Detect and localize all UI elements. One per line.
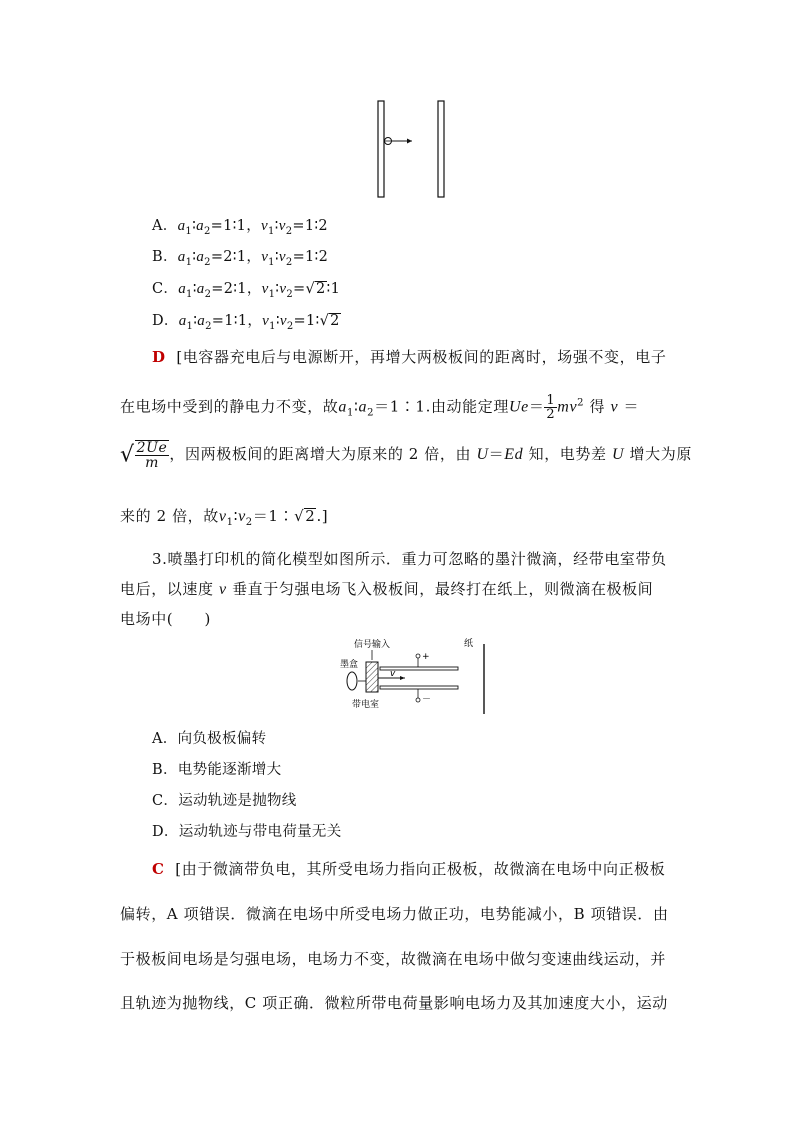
q2-explain-line-3: √ $\frac{2Ue}{m}$ ，因两极板间的距离增大为原来的 2 倍，由 U＝Ed 知，电势差 U 增大为原: [120, 440, 692, 471]
q2-explain-line-1: D [电容器充电后与电源断开，再增大两极板间的距离时，场强不变，电子: [152, 348, 667, 366]
minus-sign: －: [422, 695, 432, 705]
q3-explain-line-4: 且轨迹为抛物线，C 项正确．微粒所带电荷量影响电场力及其加速度大小，运动: [120, 994, 668, 1012]
q3-option-d[interactable]: D．运动轨迹与带电荷量无关: [152, 824, 342, 840]
bottom-plate: [380, 686, 458, 689]
inkjet-figure: [330, 636, 500, 718]
ink-box-label: 墨盒: [340, 660, 359, 670]
q2-option-d[interactable]: D．$a_1∶a_2=1∶1$，$v_1∶v_2=1∶√2$: [152, 313, 340, 332]
charge-room-label: 带电室: [352, 700, 380, 710]
plus-sign: +: [422, 652, 430, 662]
velocity-label: v: [390, 669, 396, 679]
q3-option-b[interactable]: B．电势能逐渐增大: [152, 762, 282, 778]
q3-option-c[interactable]: C．运动轨迹是抛物线: [152, 793, 297, 809]
q2-explain-line-4: 来的 2 倍，故$v_1∶v_2=1∶√2$.]: [120, 507, 329, 528]
charge-room: [366, 662, 378, 692]
q2-answer: D: [152, 348, 166, 366]
capacitor-figure: [360, 95, 470, 205]
q2-option-a[interactable]: A．$a_1∶a_2=1∶1$，$v_1∶v_2=1∶2$: [152, 218, 328, 237]
right-plate: [438, 101, 444, 197]
q3-stem-line-2: 电后，以速度 v 垂直于匀强电场飞入极板间，最终打在纸上，则微滴在极板间: [120, 580, 654, 598]
q3-stem-line-3: 电场中( ): [120, 610, 211, 628]
q2-explain-line-2: 在电场中受到的静电力不变，故$a_1∶a_2=1∶1$.由动能定理Ue＝ $\frac{1}{2}$ $mv^2$ 得 v ＝: [120, 393, 640, 422]
q3-explain-line-3: 于极板间电场是匀强电场，电场力不变，故微滴在电场中做匀变速曲线运动，并: [120, 950, 667, 968]
q2-option-c[interactable]: C．$a_1∶a_2=2∶1$，$v_1∶v_2=√2∶1$: [152, 281, 341, 300]
q3-stem-line-1: 3.喷墨打印机的简化模型如图所示．重力可忽略的墨汁微滴，经带电室带负: [152, 550, 667, 568]
q3-option-a[interactable]: A．向负极板偏转: [152, 731, 267, 747]
paper-label: 纸: [464, 639, 474, 649]
q3-answer: C: [152, 860, 165, 878]
left-plate: [378, 101, 384, 197]
signal-input-label: 信号输入: [354, 640, 391, 650]
q3-explain-line-1: C [由于微滴带负电，其所受电场力指向正极板，故微滴在电场中向正极板: [152, 860, 666, 878]
q3-explain-line-2: 偏转，A 项错误．微滴在电场中所受电场力做正功，电势能减小，B 项错误．由: [120, 905, 669, 923]
q2-option-b[interactable]: B．$a_1∶a_2=2∶1$，$v_1∶v_2=1∶2$: [152, 249, 329, 268]
ink-box: [347, 672, 357, 690]
